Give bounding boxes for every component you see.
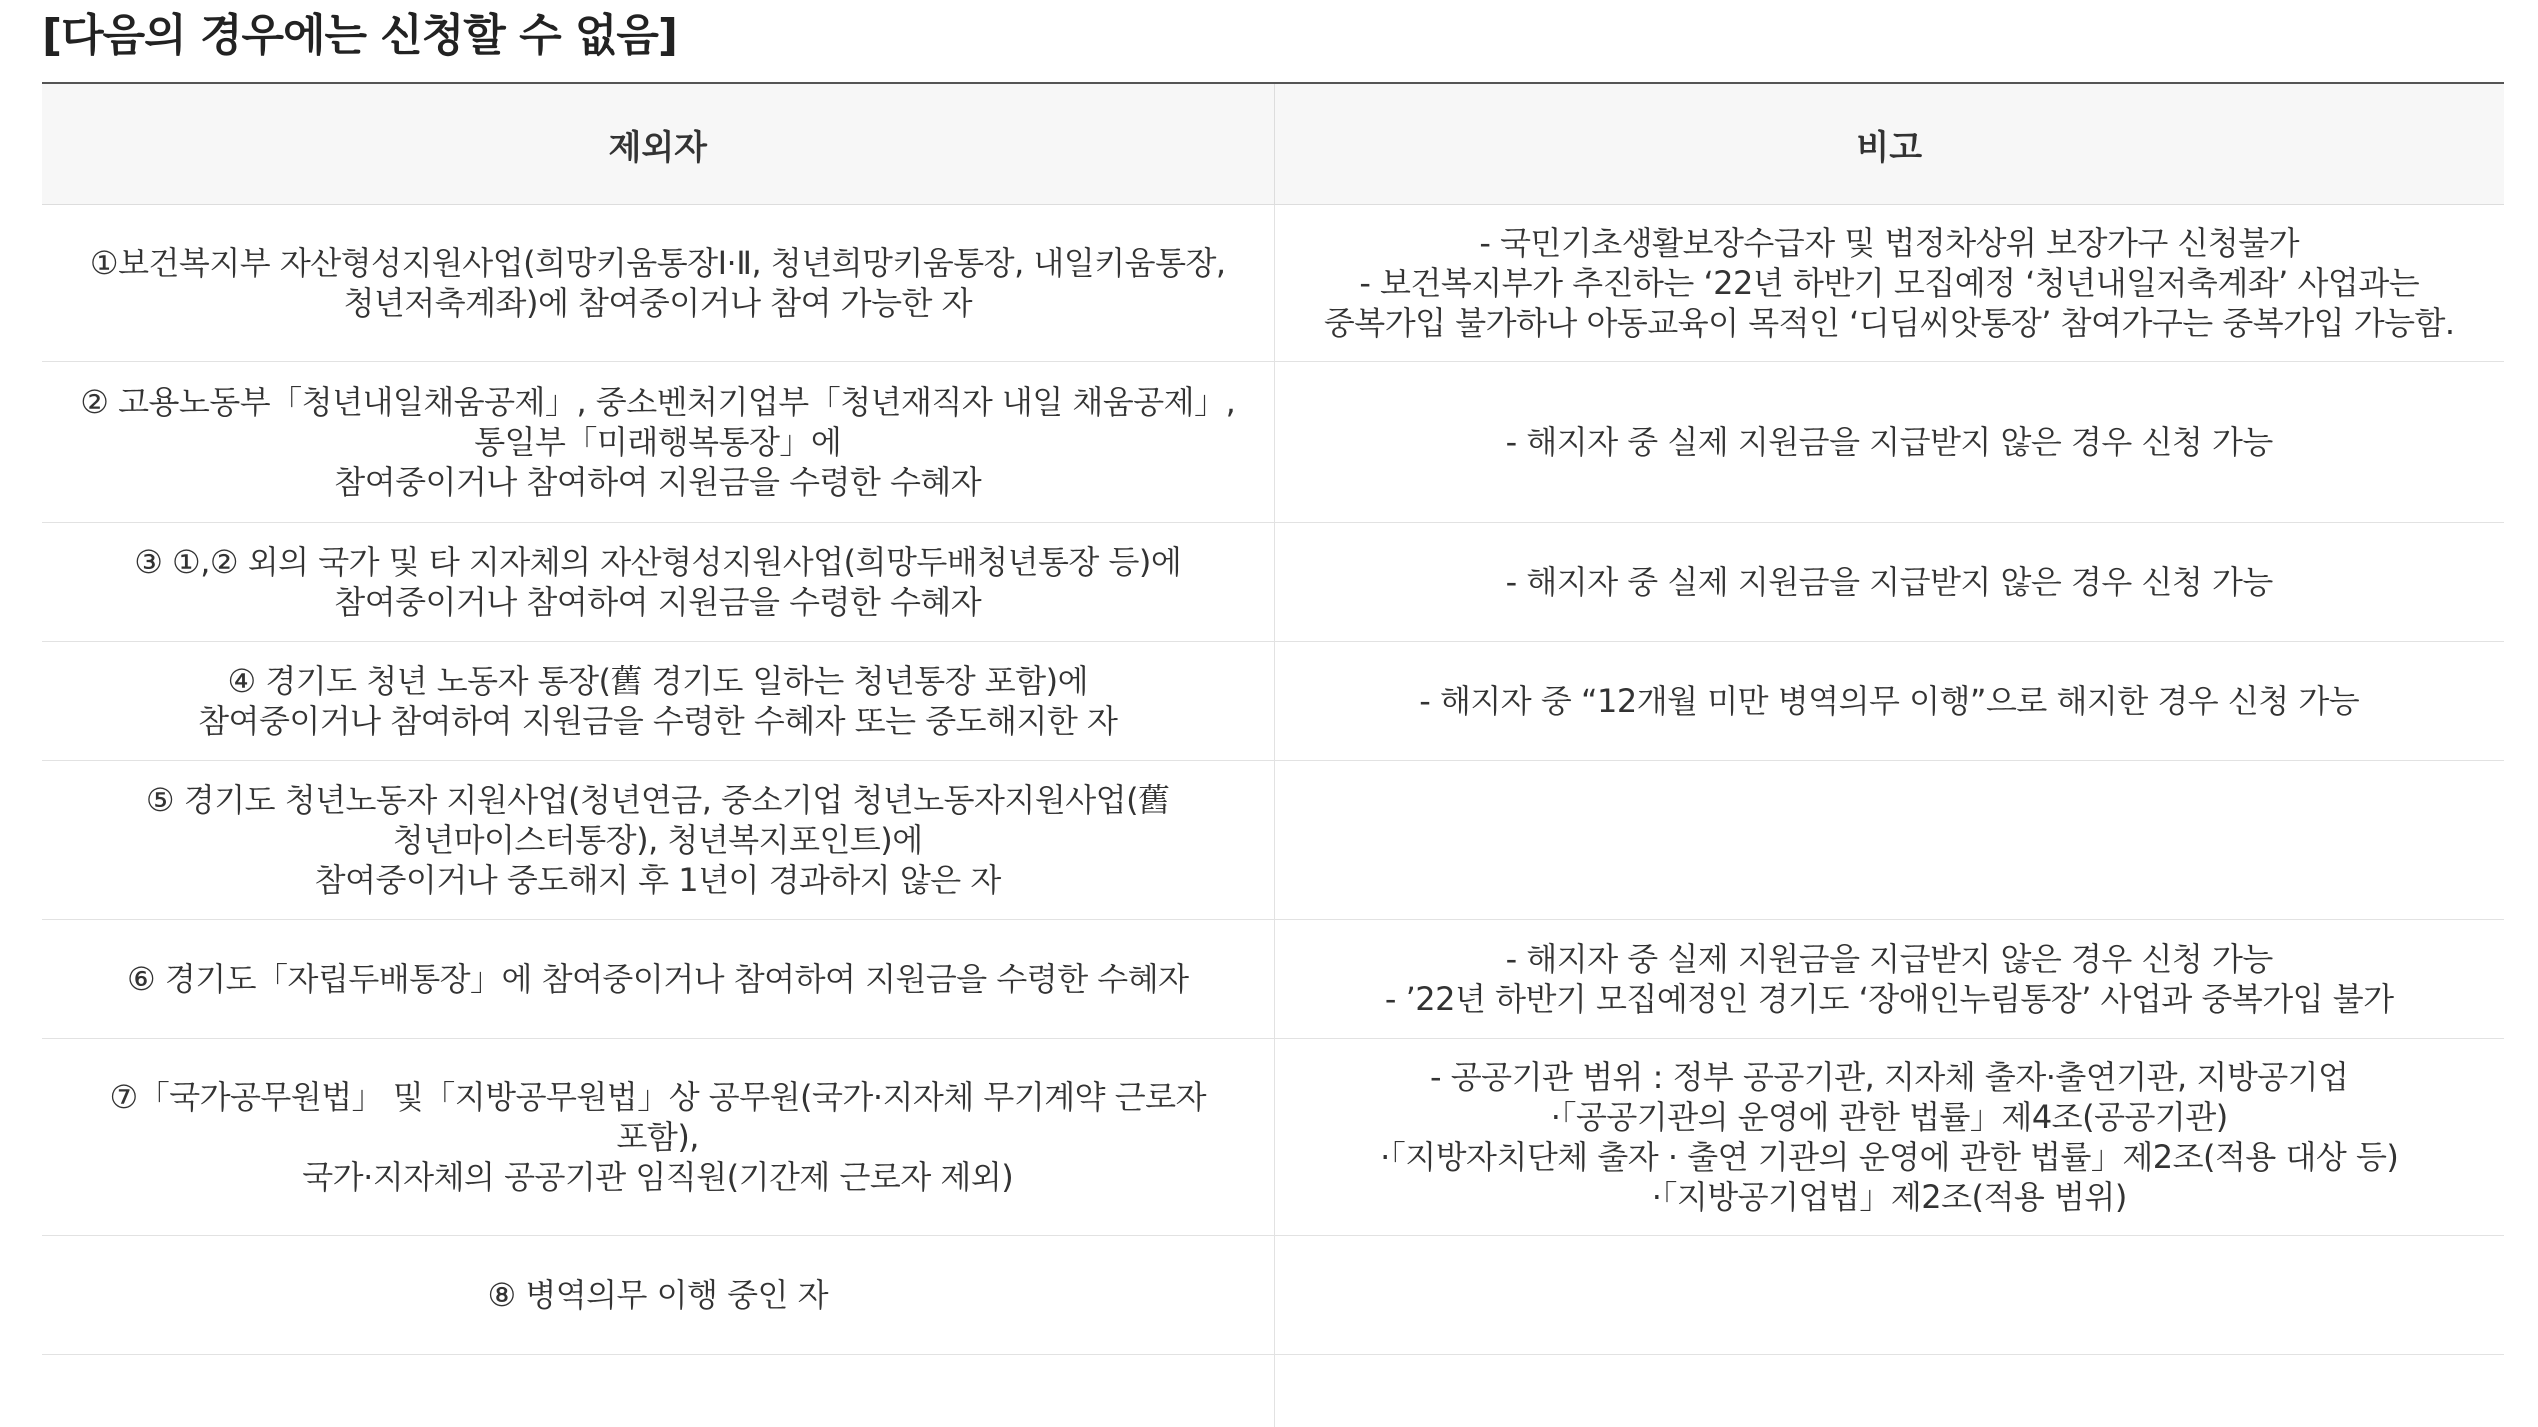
excluded-cell	[42, 1355, 1274, 1427]
excluded-cell	[42, 761, 1274, 920]
excluded-cell	[42, 205, 1274, 362]
cell-line: ③ ①,② 외의 국가 및 타 지자체의 자산형성지원사업(희망두배청년통장 등)에	[64, 542, 1252, 582]
cell-line: ⑦「국가공무원법」 및「지방공무원법」상 공무원(국가·지자체 무기계약 근로자 포함),	[64, 1077, 1252, 1157]
table-header-row	[42, 83, 2504, 205]
cell-line: 참여중이거나 참여하여 지원금을 수령한 수혜자	[64, 582, 1252, 622]
excluded-cell	[42, 1236, 1274, 1355]
remarks-cell	[1274, 362, 2504, 523]
table-row	[42, 1355, 2504, 1427]
cell-line: - 해지자 중 실제 지원금을 지급받지 않은 경우 신청 가능	[1297, 422, 2483, 462]
cell-line: ⑤ 경기도 청년노동자 지원사업(청년연금, 중소기업 청년노동자지원사업(舊 청년마이스터통장), 청년복지포인트)에	[64, 780, 1252, 860]
remarks-cell	[1274, 1236, 2504, 1355]
remarks-cell	[1274, 1355, 2504, 1427]
cell-line: - 국민기초생활보장수급자 및 법정차상위 보장가구 신청불가	[1297, 223, 2483, 263]
table-row	[42, 1236, 2504, 1355]
cell-line: 참여중이거나 참여하여 지원금을 수령한 수혜자	[64, 462, 1252, 502]
cell-line: - 공공기관 범위 : 정부 공공기관, 지자체 출자·출연기관, 지방공기업	[1297, 1057, 2483, 1097]
cell-line: 참여중이거나 참여하여 지원금을 수령한 수혜자 또는 중도해지한 자	[64, 701, 1252, 741]
cell-line: 국가·지자체의 공공기관 임직원(기간제 근로자 제외)	[64, 1157, 1252, 1197]
cell-line: ·「공공기관의 운영에 관한 법률」제4조(공공기관)	[1297, 1097, 2483, 1137]
remarks-cell	[1274, 642, 2504, 761]
table-row	[42, 920, 2504, 1039]
table-row	[42, 642, 2504, 761]
excluded-cell	[42, 362, 1274, 523]
table-row	[42, 1039, 2504, 1236]
cell-line: ④ 경기도 청년 노동자 통장(舊 경기도 일하는 청년통장 포함)에	[64, 661, 1252, 701]
cell-line: ⑥ 경기도「자립두배통장」에 참여중이거나 참여하여 지원금을 수령한 수혜자	[64, 959, 1252, 999]
remarks-cell	[1274, 761, 2504, 920]
table-row	[42, 761, 2504, 920]
cell-line: ①보건복지부 자산형성지원사업(희망키움통장Ⅰ·Ⅱ, 청년희망키움통장, 내일키움통장, 청년저축계좌)에 참여중이거나 참여 가능한 자	[64, 243, 1252, 323]
page-container	[42, 0, 2504, 1427]
cell-line: - 해지자 중 실제 지원금을 지급받지 않은 경우 신청 가능	[1297, 562, 2483, 602]
remarks-cell	[1274, 523, 2504, 642]
excluded-cell	[42, 523, 1274, 642]
excluded-cell	[42, 642, 1274, 761]
cell-line: ·「지방공기업법」제2조(적용 범위)	[1297, 1177, 2483, 1217]
excluded-cell	[42, 920, 1274, 1039]
header-remarks: 비고	[1274, 83, 2504, 205]
exclusions-table	[42, 82, 2504, 1427]
remarks-cell	[1274, 1039, 2504, 1236]
table-row	[42, 205, 2504, 362]
header-excluded: 제외자	[42, 83, 1274, 205]
cell-line: - 보건복지부가 추진하는 ‘22년 하반기 모집예정 ‘청년내일저축계좌’ 사업과는 중복가입 불가하나 아동교육이 목적인 ‘디딤씨앗통장’ 참여가구는 중복가입 가능함.	[1297, 263, 2483, 343]
cell-line: ⑧ 병역의무 이행 중인 자	[64, 1275, 1252, 1315]
cell-line: ·「지방자치단체 출자 · 출연 기관의 운영에 관한 법률」제2조(적용 대상 등)	[1297, 1137, 2483, 1177]
remarks-cell	[1274, 205, 2504, 362]
section-title: [다음의 경우에는 신청할 수 없음]	[42, 0, 2504, 82]
remarks-cell	[1274, 920, 2504, 1039]
cell-line: ② 고용노동부「청년내일채움공제」, 중소벤처기업부「청년재직자 내일 채움공제」, 통일부「미래행복통장」에	[64, 382, 1252, 462]
cell-line: - 해지자 중 실제 지원금을 지급받지 않은 경우 신청 가능	[1297, 939, 2483, 979]
cell-line: - 해지자 중 “12개월 미만 병역의무 이행”으로 해지한 경우 신청 가능	[1297, 681, 2483, 721]
table-row	[42, 362, 2504, 523]
table-row	[42, 523, 2504, 642]
cell-line: - ’22년 하반기 모집예정인 경기도 ‘장애인누림통장’ 사업과 중복가입 불가	[1297, 979, 2483, 1019]
cell-line: 참여중이거나 중도해지 후 1년이 경과하지 않은 자	[64, 860, 1252, 900]
excluded-cell	[42, 1039, 1274, 1236]
